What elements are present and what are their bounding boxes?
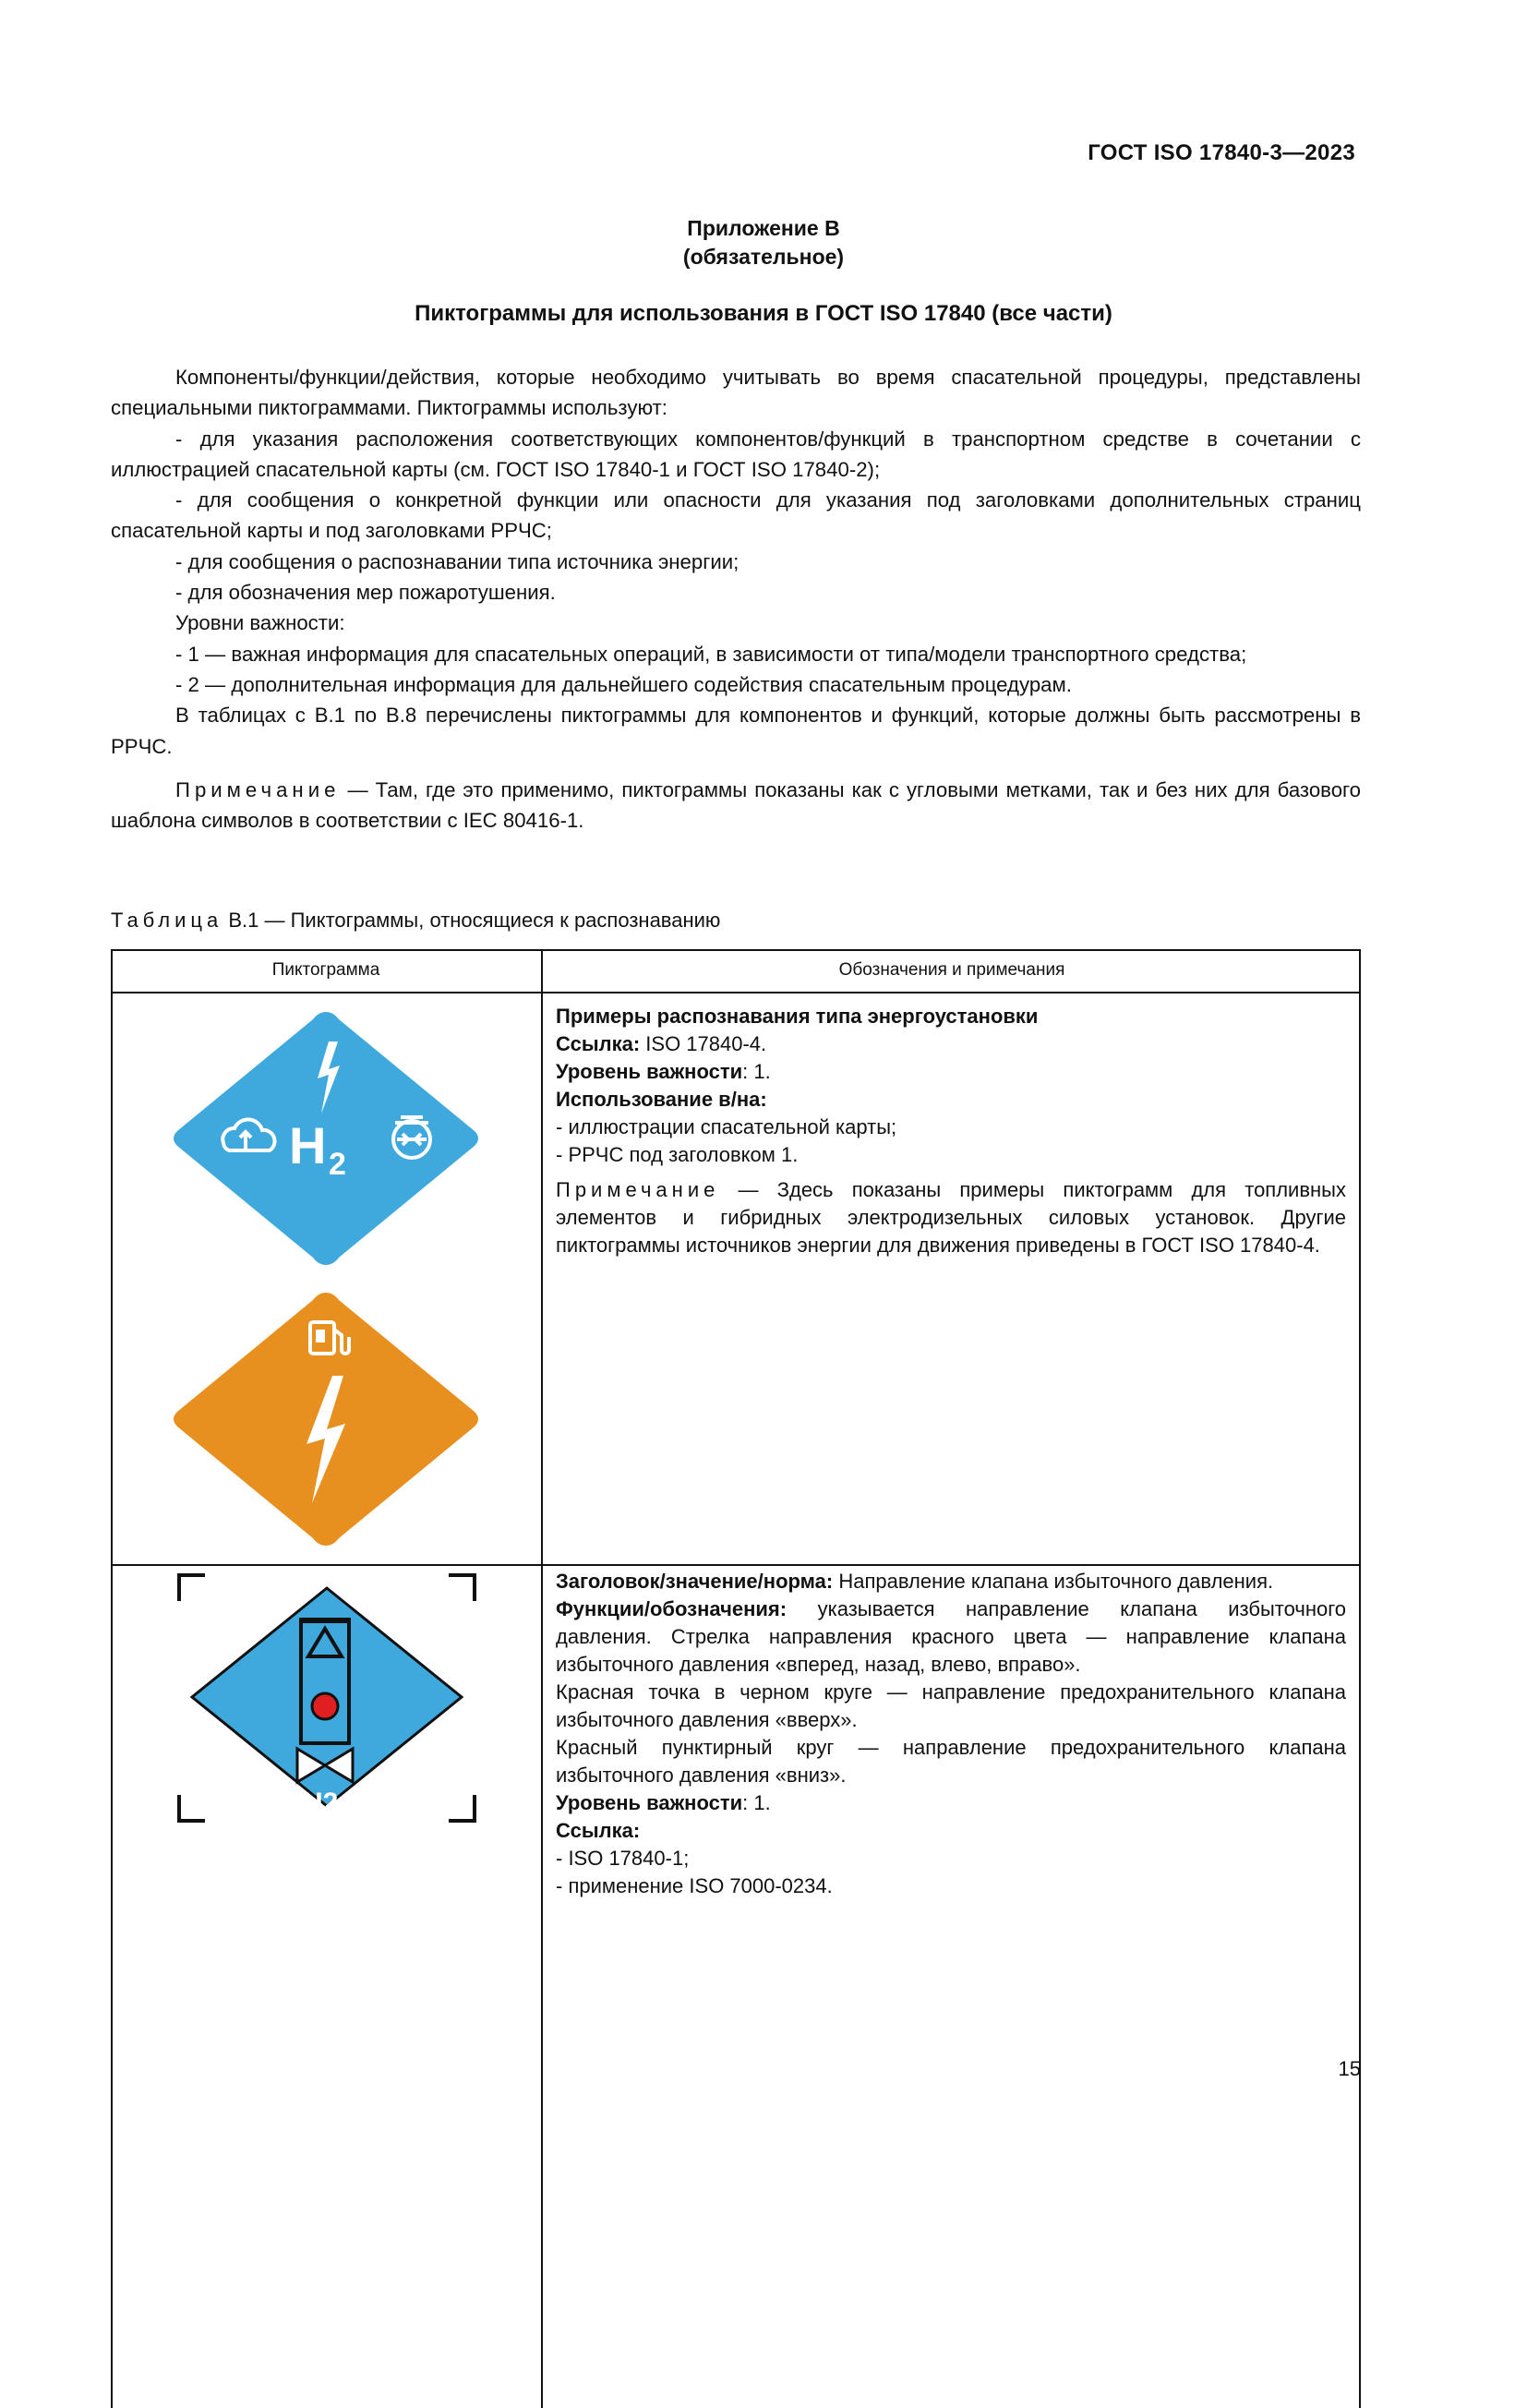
row1-use-label: Использование в/на: (556, 1088, 767, 1111)
level-item: - 1 — важная информация для спасательных операций, в зависимости от типа/модели транспортного средства; (175, 642, 1247, 666)
table-caption-text: В.1 — Пиктограммы, относящиеся к распознаванию (222, 909, 721, 932)
intro-note (111, 775, 1361, 837)
row1-use-item: - иллюстрации спасательной карты; (556, 1115, 897, 1138)
column-header-pictogram: Пиктограмма (271, 960, 380, 980)
h2-text: H (289, 1116, 327, 1174)
intro-bullet: - для обозначения мер пожаротушения. (175, 581, 556, 605)
table-caption (111, 909, 720, 933)
hybrid-diesel-electric-sign-icon (164, 1285, 487, 1553)
row1-note-label: Примечание (556, 1178, 720, 1201)
row2-heading-value: Направление клапана избыточного давления. (833, 1570, 1274, 1593)
row2-ref-item: - ISO 17840-1; (556, 1847, 690, 1870)
page-number: 15 (1338, 2057, 1361, 2080)
row1-ref-label: Ссылка: (556, 1032, 641, 1055)
note-text: — Там, где это применимо, пиктограммы показаны как с угловыми метками, так и без них для базового шаблона символов в соответствии с IEC 80416-1. (111, 777, 1361, 833)
row2-ref-item: - применение ISO 7000-0234. (556, 1874, 833, 1897)
row2-func-label: Функции/обозначения: (556, 1597, 788, 1620)
h2-label: H2 (303, 1788, 339, 1818)
intro-paragraph: В таблицах с В.1 по В.8 перечислены пиктограммы для компонентов и функций, которые должны быть рассмотрены в РРЧС. (111, 704, 1361, 758)
row2-heading-label: Заголовок/значение/норма: (556, 1570, 834, 1593)
table-caption-label: Таблица (111, 909, 223, 932)
annex-heading (0, 214, 1527, 271)
row2-notes (556, 1568, 1346, 1900)
intro-text (111, 362, 1361, 836)
red-dot-icon (312, 1693, 338, 1719)
row2-ref-label: Ссылка: (556, 1819, 641, 1842)
row1-title: Примеры распознавания типа энергоустановки (556, 1005, 1039, 1028)
row1-ref-value: ISO 17840-4. (640, 1032, 767, 1055)
document-code: ГОСТ ISO 17840-3—2023 (1088, 140, 1355, 165)
section-title: Пиктограммы для использования в ГОСТ ISO 17840 (все части) (415, 301, 1112, 326)
row2-red-dot-text: Красная точка в черном круге — направление предохранительного клапана избыточного давления «вверх». (556, 1680, 1346, 1731)
row2-level-value: : 1. (742, 1791, 771, 1814)
annex-status: (обязательное) (682, 245, 845, 269)
intro-bullet: - для сообщения о конкретной функции или опасности для указания под заголовками дополнительных страниц спасательной карты и под заголовками РРЧС; (111, 488, 1361, 543)
row1-note-text: — Здесь показаны примеры пиктограмм для топливных элементов и гибридных электродизельных силовых установок. Другие пиктограммы источников энергии для движения приведены в ГОСТ ISO 17840-4. (556, 1178, 1346, 1257)
annex-title: Приложение В (687, 216, 840, 240)
row2-red-circle-text: Красный пунктирный круг — направление предохранительного клапана избыточного давления «вниз». (556, 1736, 1346, 1787)
h2-subscript: 2 (329, 1147, 346, 1182)
row2-level-label: Уровень важности (556, 1791, 743, 1814)
pressure-relief-valve-direction-icon (166, 1570, 489, 1828)
row2-func-value: указывается направление клапана избыточного давления. Стрелка направления красного цвета — направление клапана избыточного давления «вперед, назад, влево, вправо». (556, 1597, 1346, 1676)
note-label: Примечание (175, 777, 341, 801)
row1-level-label: Уровень важности (556, 1060, 743, 1083)
column-header-notes: Обозначения и примечания (838, 960, 1065, 980)
row1-use-item: - РРЧС под заголовком 1. (556, 1143, 799, 1166)
intro-bullet: - для сообщения о распознавании типа источника энергии; (175, 549, 739, 573)
intro-paragraph: Компоненты/функции/действия, которые необходимо учитывать во время спасательной процедуры, представлены специальными пиктограммами. Пиктограммы используют: (111, 366, 1361, 420)
row1-notes (556, 1003, 1346, 1259)
row1-note (556, 1176, 1346, 1259)
fuel-cell-h2-sign-icon (164, 1005, 487, 1272)
row1-level-value: : 1. (742, 1060, 771, 1083)
level-item: - 2 — дополнительная информация для дальнейшего содействия спасательным процедурам. (175, 672, 1072, 696)
levels-title: Уровни важности: (175, 611, 345, 635)
intro-bullet: - для указания расположения соответствующих компонентов/функций в транспортном средстве в сочетании с иллюстрацией спасательной карты (см. ГОСТ ISO 17840-1 и ГОСТ ISO 17840-2); (111, 427, 1361, 481)
